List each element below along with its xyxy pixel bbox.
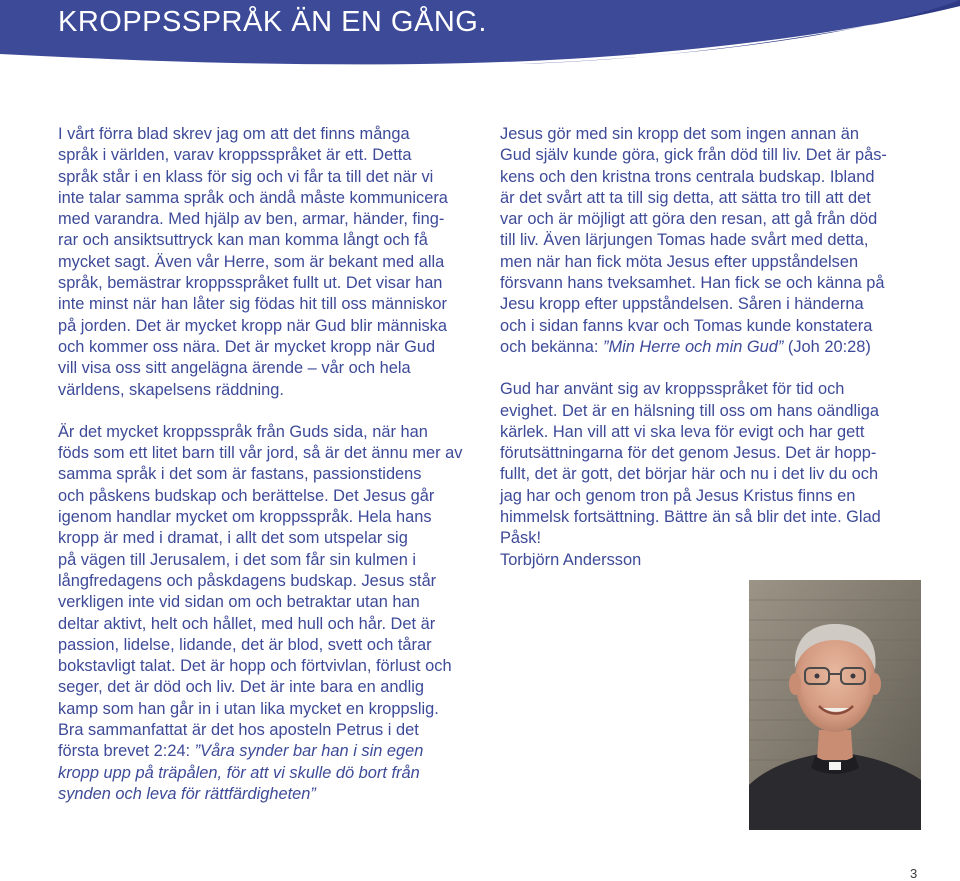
page-number: 3: [910, 866, 918, 881]
portrait-photo-icon: [749, 580, 921, 830]
scripture-reference: (Joh 20:28): [783, 337, 871, 356]
page-title: KROPPSSPRÅK ÄN EN GÅNG.: [58, 6, 487, 38]
author-signature: Torbjörn Andersson: [500, 550, 642, 569]
paragraph-1: I vårt förra blad skrev jag om att det finns många språk i världen, varav kroppsspråket är ett. Detta språk står i en klass för sig och vi får ta till det när vi inte talar samma språk och ändå måste kommunicera med varandra. Med hjälp av ben, armar, händer, fing- rar och ansiktsuttryck kan man komma långt och få mycket sagt. Även vår Herre, som är bekant med alla språk, bemästrar kroppsspråket fullt ut. Det visar han inte minst när han låter sig födas hit till oss människor på jorden. Det är mycket kropp när Gud blir människa och kommer oss nära. Det är mycket kropp när Gud vill visa oss sitt angelägna ärende – vår och hela världens, skapelsens räddning.: [58, 125, 448, 399]
article-right-column: [500, 124, 920, 571]
paragraph-3: Jesus gör med sin kropp det som ingen annan än Gud själv kunde göra, gick från död till liv. Det är pås- kens och den kristna trons centrala budskap. Ibland är det svårt att ta till sig detta, att sätta tro till att det var och är möjligt att göra den resan, att gå från död till liv. Även lärjungen Tomas hade svårt med detta, men när han fick möta Jesus efter uppståndelsen försvann hans tveksamhet. Han fick se och känna på Jesu kropp efter uppståndelsen. Såren i händerna och i sidan fanns kvar och Tomas kunde konstatera och bekänna: ”Min Herre och min Gud” (Joh 20:28): [500, 125, 887, 356]
paragraph-4: Gud har använt sig av kroppsspråket för tid och evighet. Det är en hälsning till oss om hans oändliga kärlek. Han vill att vi ska leva för evigt och har gett förutsättningarna för det genom Jesus. Det är hopp- fullt, det är gott, det börjar här och nu i det liv du och jag har och genom tron på Jesus Kristus finns en himmelsk fortsättning. Bättre än så blir det inte. Glad Påsk!: [500, 380, 881, 548]
bible-quote: ”Våra synder bar han i sin egen: [194, 742, 424, 761]
paragraph-2: Är det mycket kroppsspråk från Guds sida, när han föds som ett litet barn till vår jord, så är det ännu mer av samma språk i det som är fastans, passionstidens och påskens budskap och berättelse. Det Jesus går igenom handlar mycket om kroppsspråk. Hela hans kropp är med i dramat, i allt det som utspelar sig på vägen till Jerusalem, i det som får sin kulmen i långfredagens och påskdagens budskap. Jesus står verkligen inte vid sidan om och betraktar utan han deltar aktivt, helt och hållet, med hull och hår. Det är passion, lidelse, lidande, det är blod, svett och tårar bokstavligt talat. Det är hopp och förtvivlan, förlust och seger, det är död och liv. Det är inte bara en andlig kamp som han går in i utan lika mycket en kroppslig. Bra sammanfattat är det hos aposteln Petrus i det första brevet 2:24: ”Våra synder bar han i sin egen kropp upp på träpålen, för att vi skulle dö bort från synden och leva för rättfärdigheten”: [58, 422, 463, 803]
article-left-column: [58, 124, 478, 805]
header-banner: [0, 0, 960, 80]
thomas-quote: ”Min Herre och min Gud”: [602, 337, 784, 356]
